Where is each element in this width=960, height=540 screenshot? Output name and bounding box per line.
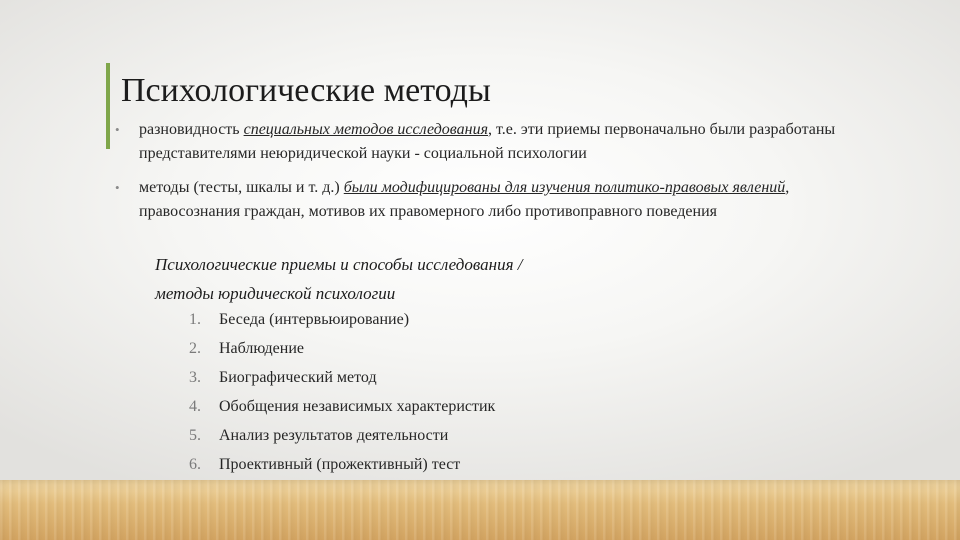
slide-title: Психологические методы xyxy=(121,72,491,109)
bullet-text: методы (тесты, шкалы и т. д.) xyxy=(139,179,344,196)
bullet-text: , правосознания граждан, мотивов их правомерного либо противоправного поведения xyxy=(139,179,790,220)
method-item xyxy=(185,363,495,392)
method-label: Анализ результатов деятельности xyxy=(219,427,449,444)
method-item xyxy=(185,450,495,479)
method-number: 1. xyxy=(189,311,201,328)
method-label: Проективный (прожективный) тест xyxy=(219,456,461,473)
bullet-text: разновидность xyxy=(139,121,244,138)
wooden-floor xyxy=(0,480,960,540)
methods-list xyxy=(185,305,495,479)
bullet-item xyxy=(112,118,892,166)
method-item xyxy=(185,421,495,450)
method-label: Биографический метод xyxy=(219,369,377,386)
method-number: 5. xyxy=(189,427,201,444)
bullet-item xyxy=(112,176,892,224)
method-label: Обобщения независимых характеристик xyxy=(219,398,496,415)
method-item xyxy=(185,334,495,363)
bullet-text: , т.е. эти приемы первоначально были разработаны представителями неюридической науки - социальной психологии xyxy=(139,121,836,162)
title-accent-bar xyxy=(106,63,110,149)
method-number: 4. xyxy=(189,398,201,415)
bullet-list xyxy=(112,118,892,234)
method-item xyxy=(185,392,495,421)
method-number: 2. xyxy=(189,340,201,357)
bullet-emphasis: были модифицированы для изучения политико-правовых явлений xyxy=(343,179,786,196)
subheading-line: методы юридической психологии xyxy=(155,284,396,303)
methods-subheading xyxy=(155,250,522,308)
bullet-dot-icon: • xyxy=(115,122,120,137)
method-number: 3. xyxy=(189,369,201,386)
method-number: 6. xyxy=(189,456,201,473)
method-label: Наблюдение xyxy=(219,340,304,357)
method-label: Беседа (интервьюирование) xyxy=(219,311,410,328)
subheading-line: Психологические приемы и способы исследования / xyxy=(155,255,523,274)
method-item xyxy=(185,305,495,334)
bullet-dot-icon: • xyxy=(115,180,120,195)
bullet-emphasis: специальных методов исследования xyxy=(243,121,488,138)
